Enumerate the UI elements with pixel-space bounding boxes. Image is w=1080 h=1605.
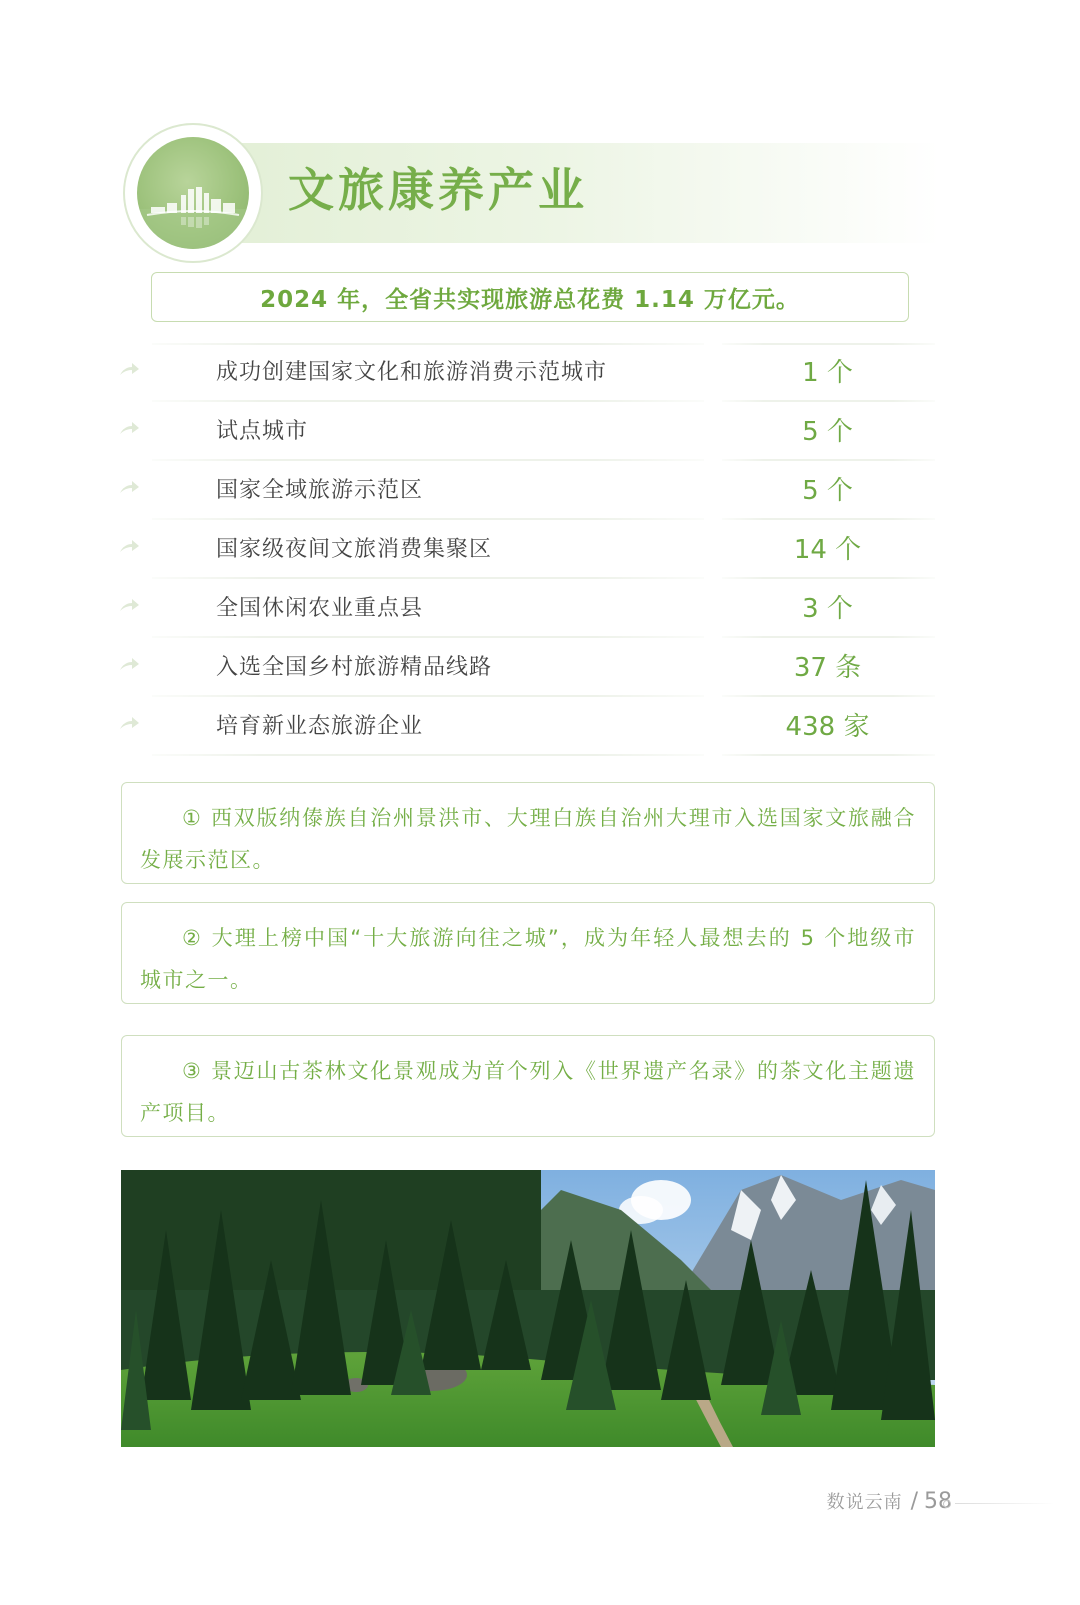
note-box <box>121 1035 935 1137</box>
forest-landscape-photo <box>121 1170 935 1447</box>
section-emblem <box>123 123 263 263</box>
stat-value: 438 家 <box>785 712 870 742</box>
arrow-icon <box>118 538 140 554</box>
stat-value: 5 个 <box>802 417 853 447</box>
stat-label: 入选全国乡村旅游精品线路 <box>216 655 493 680</box>
note-text: ③ 景迈山古茶林文化景观成为首个列入《世界遗产名录》的茶文化主题遗产项目。 <box>140 1059 916 1125</box>
arrow-icon <box>118 361 140 377</box>
note-text: ① 西双版纳傣族自治州景洪市、大理白族自治州大理市入选国家文旅融合发展示范区。 <box>140 806 916 872</box>
note-box <box>121 902 935 1004</box>
arrow-icon <box>118 656 140 672</box>
stat-row <box>0 697 1080 756</box>
highlight-text: 2024 年，全省共实现旅游总花费 1.14 万亿元。 <box>260 286 800 313</box>
stat-row <box>0 343 1080 402</box>
stat-row <box>0 579 1080 638</box>
page-footer <box>827 1488 952 1520</box>
stat-label: 全国休闲农业重点县 <box>216 596 424 621</box>
row-divider <box>722 754 935 756</box>
stat-value: 5 个 <box>802 476 853 506</box>
row-divider <box>152 754 704 756</box>
stat-label: 国家级夜间文旅消费集聚区 <box>216 537 493 562</box>
stat-row <box>0 638 1080 697</box>
arrow-icon <box>118 715 140 731</box>
stat-row <box>0 520 1080 579</box>
page-number: 58 <box>924 1489 952 1514</box>
footer-rule <box>955 1503 1055 1504</box>
footer-separator: / <box>910 1489 918 1514</box>
stat-value: 3 个 <box>802 594 853 624</box>
note-box <box>121 782 935 884</box>
stat-row <box>0 461 1080 520</box>
stat-value: 14 个 <box>793 535 862 565</box>
arrow-icon <box>118 479 140 495</box>
highlight-box <box>151 272 909 322</box>
arrow-icon <box>118 420 140 436</box>
stat-row <box>0 402 1080 461</box>
stat-label: 成功创建国家文化和旅游消费示范城市 <box>216 360 608 385</box>
city-skyline-icon <box>137 137 249 249</box>
footer-dot-icon <box>943 1500 951 1508</box>
footer-source: 数说云南 <box>826 1492 903 1513</box>
stat-label: 培育新业态旅游企业 <box>216 714 424 739</box>
note-text: ② 大理上榜中国“十大旅游向往之城”，成为年轻人最想去的 5 个地级市城市之一。 <box>140 926 916 992</box>
stat-value: 1 个 <box>802 358 853 388</box>
stat-label: 国家全域旅游示范区 <box>216 478 424 503</box>
stat-label: 试点城市 <box>216 419 309 444</box>
stats-list <box>0 343 1080 756</box>
arrow-icon <box>118 597 140 613</box>
stat-value: 37 条 <box>793 653 862 683</box>
section-title: 文旅康养产业 <box>288 163 588 217</box>
